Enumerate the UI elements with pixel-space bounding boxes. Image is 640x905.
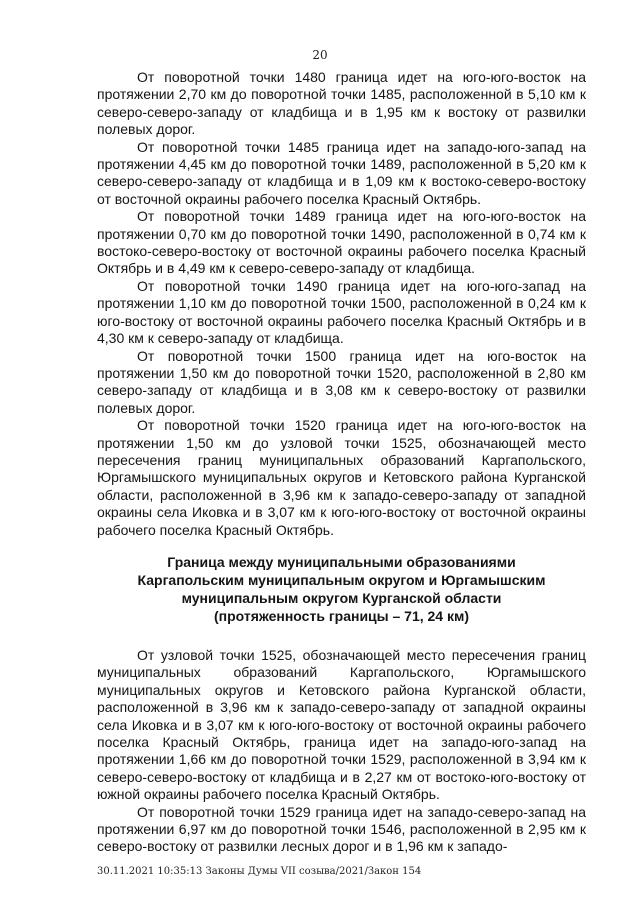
paragraph: От поворотной точки 1485 граница идет на западо-юго-запад на протяжении 4,45 км до поворотной точки 1489, расположенной в 5,20 км к северо-северо-западу от кладбища и в 1,09 км к востоко-северо-востоку от восточной окраины рабочего поселка Красный Октябрь. xyxy=(97,138,586,207)
document-body xyxy=(97,69,586,856)
section-heading xyxy=(97,553,586,625)
paragraph: От поворотной точки 1489 граница идет на юго-юго-восток на протяжении 0,70 км до поворотной точки 1490, расположенной в 0,74 км к востоко-северо-востоку от восточной окраины рабочего поселка Красный Октябрь и в 4,49 км к северо-северо-западу от кладбища. xyxy=(97,208,586,277)
heading-line: муниципальным округом Курганской области xyxy=(181,589,502,606)
paragraph: От поворотной точки 1500 граница идет на юго-восток на протяжении 1,50 км до поворотной точки 1520, расположенной в 2,80 км северо-западу от кладбища и в 3,08 км к северо-востоку от развилки полевых дорог. xyxy=(97,347,586,416)
paragraph: От узловой точки 1525, обозначающей место пересечения границ муниципальных образований Каргапольского, Юргамышского муниципальных округов и Кетовского района Курганской области, расположенной в 3,96 км к западо-северо-западу от западной окраины села Иковка и в 3,07 км к юго-юго-востоку от восточной окраины рабочего поселка Красный Октябрь, граница идет на западо-юго-запад на протяжении 1,66 км до поворотной точки 1529, расположенной в 3,94 км к северо-северо-востоку от кладбища и в 2,27 км от востоко-юго-востоку от южной окраины рабочего поселка Красный Октябрь. xyxy=(97,646,586,803)
paragraph: От поворотной точки 1480 граница идет на юго-юго-восток на протяжении 2,70 км до поворотной точки 1485, расположенной в 5,10 км к северо-северо-западу от кладбища и в 1,95 км к востоку от развилки полевых дорог. xyxy=(97,69,586,138)
paragraph: От поворотной точки 1490 граница идет на юго-юго-запад на протяжении 1,10 км до поворотной точки 1500, расположенной в 0,24 км к юго-востоку от восточной окраины рабочего поселка Красный Октябрь и в 4,30 км к северо-западу от кладбища. xyxy=(97,277,586,347)
paragraph: От поворотной точки 1520 граница идет на юго-юго-восток на протяжении 1,50 км до узловой точки 1525, обозначающей место пересечения границ муниципальных образований Каргапольского, Юргамышского муниципальных округов и Кетовского района Курганской области, расположенной в 3,96 км к западо-северо-западу от западной окраины села Иковка и в 3,07 км к юго-юго-востоку от восточной окраины рабочего поселка Красный Октябрь. xyxy=(97,417,586,538)
page-number: 20 xyxy=(312,48,328,62)
document-footer: 30.11.2021 10:35:13 Законы Думы VII созыва/2021/Закон 154 xyxy=(97,866,422,877)
heading-length: (протяженность границы – 71, 24 км) xyxy=(213,607,470,624)
heading-line: Граница между муниципальными образованиями xyxy=(167,553,516,570)
paragraph-continued: От поворотной точки 1529 граница идет на западо-северо-запад на протяжении 6,97 км до поворотной точки 1546, расположенной в 2,95 км к северо-востоку от развилки лесных дорог и в 1,96 км к западо- xyxy=(97,803,586,855)
heading-line: Каргапольским муниципальным округом и Юргамышским xyxy=(137,571,546,588)
